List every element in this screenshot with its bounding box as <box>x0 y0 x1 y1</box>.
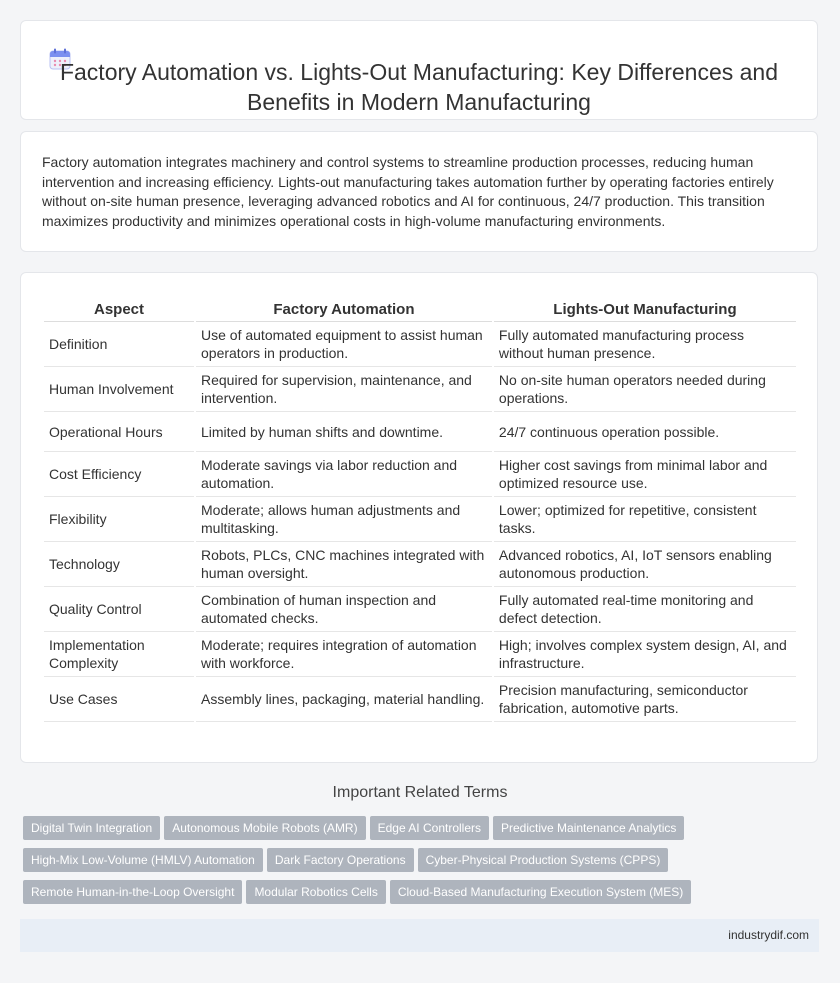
table-row <box>44 632 796 677</box>
factory-automation-cell: Moderate; requires integration of automation with workforce. <box>196 632 492 677</box>
header-aspect: Aspect <box>44 295 194 322</box>
factory-automation-cell: Use of automated equipment to assist human operators in production. <box>196 322 492 367</box>
related-term-tag[interactable]: Edge AI Controllers <box>370 816 489 840</box>
aspect-cell: Operational Hours <box>44 412 194 452</box>
related-term-tag[interactable]: Cyber-Physical Production Systems (CPPS) <box>418 848 669 872</box>
aspect-cell: Implementation Complexity <box>44 632 194 677</box>
aspect-cell: Definition <box>44 322 194 367</box>
intro-card <box>20 131 818 252</box>
related-term-tag[interactable]: High-Mix Low-Volume (HMLV) Automation <box>23 848 263 872</box>
title-card <box>20 20 818 120</box>
footer <box>20 919 819 952</box>
table-row <box>44 497 796 542</box>
lights-out-cell: Fully automated real-time monitoring and defect detection. <box>494 587 796 632</box>
table-row <box>44 542 796 587</box>
factory-automation-cell: Moderate savings via labor reduction and automation. <box>196 452 492 497</box>
table-header-row <box>44 295 796 322</box>
lights-out-cell: 24/7 continuous operation possible. <box>494 412 796 452</box>
lights-out-cell: High; involves complex system design, AI, and infrastructure. <box>494 632 796 677</box>
factory-automation-cell: Required for supervision, maintenance, and intervention. <box>196 367 492 412</box>
table-row <box>44 677 796 722</box>
related-terms-heading: Important Related Terms <box>332 784 508 801</box>
factory-automation-cell: Moderate; allows human adjustments and multitasking. <box>196 497 492 542</box>
table-row <box>44 322 796 367</box>
factory-automation-cell: Limited by human shifts and downtime. <box>196 412 492 452</box>
aspect-cell: Technology <box>44 542 194 587</box>
table-row <box>44 587 796 632</box>
aspect-cell: Use Cases <box>44 677 194 722</box>
related-terms-list <box>23 816 813 912</box>
lights-out-cell: Higher cost savings from minimal labor and optimized resource use. <box>494 452 796 497</box>
aspect-cell: Human Involvement <box>44 367 194 412</box>
table-row <box>44 412 796 452</box>
lights-out-cell: Advanced robotics, AI, IoT sensors enabling autonomous production. <box>494 542 796 587</box>
footer-site-link[interactable]: industrydif.com <box>728 928 809 942</box>
related-term-tag[interactable]: Digital Twin Integration <box>23 816 160 840</box>
aspect-cell: Flexibility <box>44 497 194 542</box>
related-term-tag[interactable]: Predictive Maintenance Analytics <box>493 816 684 840</box>
intro-paragraph: Factory automation integrates machinery and control systems to streamline production processes, reducing human intervention and increasing efficiency. Lights-out manufacturing takes automation further by operating factories entirely without on-site human presence, leveraging advanced robotics and AI for continuous, 24/7 production. This transition maximizes productivity and minimizes operational costs in high-volume manufacturing environments. <box>42 154 774 229</box>
header-lights-out: Lights-Out Manufacturing <box>494 295 796 322</box>
aspect-cell: Cost Efficiency <box>44 452 194 497</box>
related-term-tag[interactable]: Modular Robotics Cells <box>246 880 385 904</box>
related-term-tag[interactable]: Autonomous Mobile Robots (AMR) <box>164 816 365 840</box>
aspect-cell: Quality Control <box>44 587 194 632</box>
factory-automation-cell: Combination of human inspection and automated checks. <box>196 587 492 632</box>
lights-out-cell: Precision manufacturing, semiconductor fabrication, automotive parts. <box>494 677 796 722</box>
lights-out-cell: Fully automated manufacturing process without human presence. <box>494 322 796 367</box>
factory-automation-cell: Assembly lines, packaging, material handling. <box>196 677 492 722</box>
lights-out-cell: No on-site human operators needed during operations. <box>494 367 796 412</box>
comparison-card <box>20 272 818 763</box>
page-title: Factory Automation vs. Lights-Out Manufacturing: Key Differences and Benefits in Modern Manufacturing <box>59 59 779 116</box>
table-row <box>44 367 796 412</box>
table-row <box>44 452 796 497</box>
header-factory-automation: Factory Automation <box>196 295 492 322</box>
comparison-table <box>42 295 798 722</box>
lights-out-cell: Lower; optimized for repetitive, consistent tasks. <box>494 497 796 542</box>
factory-automation-cell: Robots, PLCs, CNC machines integrated with human oversight. <box>196 542 492 587</box>
related-term-tag[interactable]: Cloud-Based Manufacturing Execution System (MES) <box>390 880 691 904</box>
related-term-tag[interactable]: Remote Human-in-the-Loop Oversight <box>23 880 242 904</box>
related-term-tag[interactable]: Dark Factory Operations <box>267 848 414 872</box>
